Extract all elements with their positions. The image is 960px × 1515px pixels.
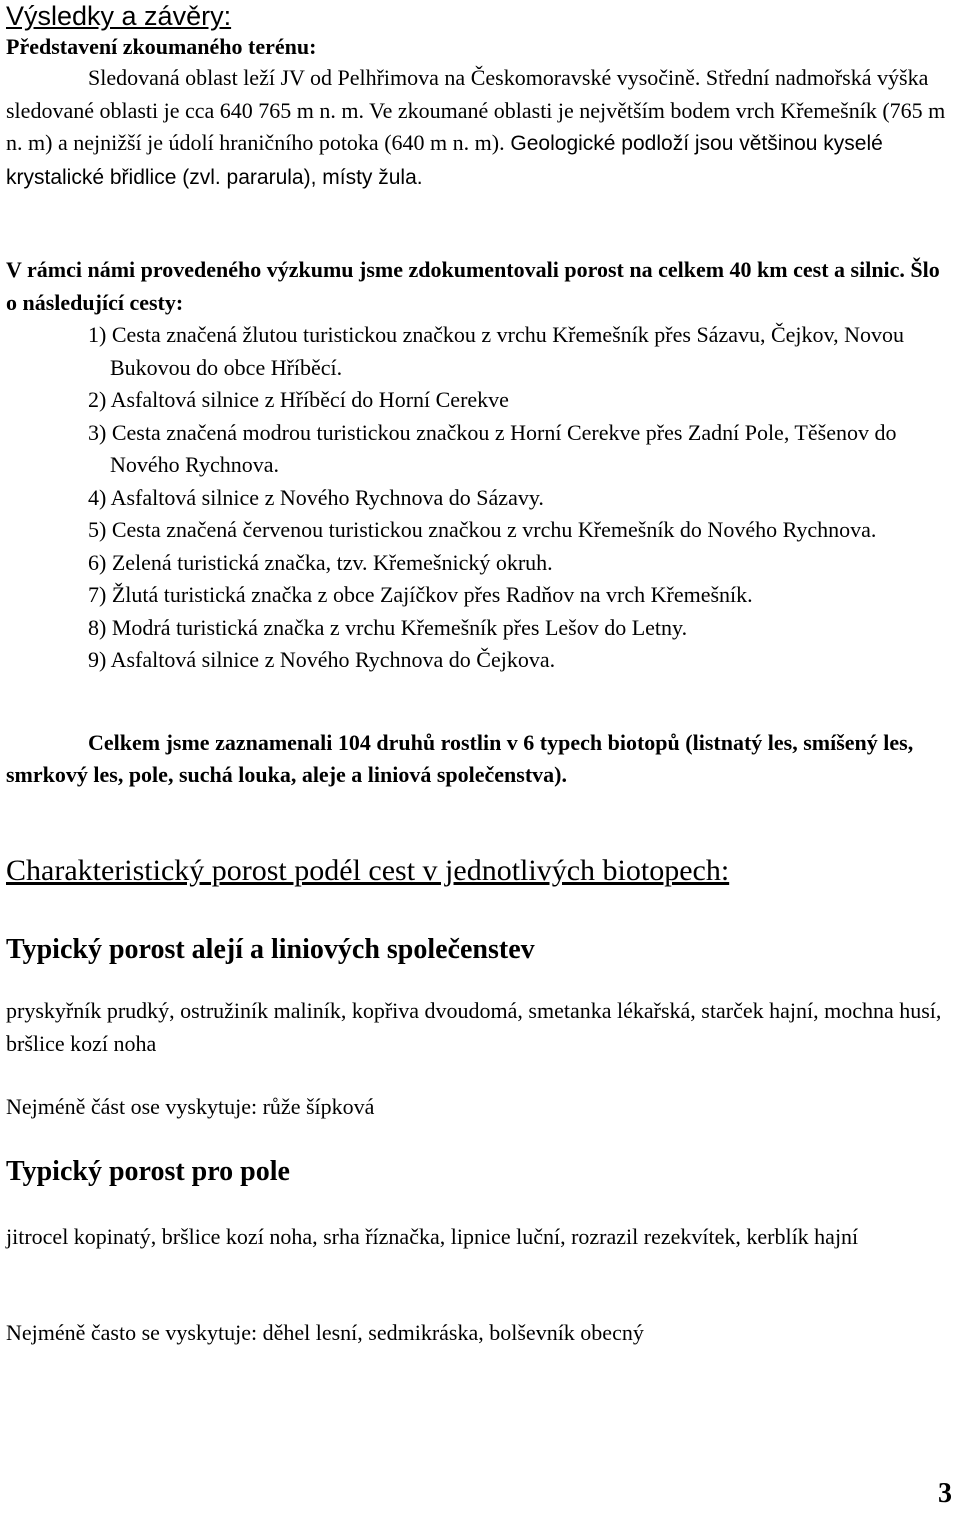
- biotope-aleje-title: Typický porost alejí a liniových společenstev: [6, 934, 535, 965]
- route-item: 5) Cesta značená červenou turistickou značkou z vrchu Křemešník do Nového Rychnova.: [88, 517, 877, 542]
- biotopes-heading: Charakteristický porost podél cest v jednotlivých biotopech:: [6, 854, 730, 887]
- research-intro: V rámci námi provedeného výzkumu jsme zdokumentovali porost na celkem 40 km cest a silnic. Šlo o následující cesty:: [6, 257, 940, 315]
- route-item: 2) Asfaltová silnice z Hříběcí do Horní Cerekve: [88, 387, 509, 412]
- biotope-pole-title: Typický porost pro pole: [6, 1156, 290, 1187]
- route-item: 3) Cesta značená modrou turistickou značkou z Horní Cerekve přes Zadní Pole, Těšenov do Nového Rychnova.: [88, 419, 897, 477]
- biotope-aleje-rare: Nejméně část ose vyskytuje: růže šípková: [6, 1094, 375, 1119]
- route-item: 9) Asfaltová silnice z Nového Rychnova do Čejkova.: [88, 647, 556, 672]
- summary-paragraph: Celkem jsme zaznamenali 104 druhů rostlin v 6 typech biotopů (listnatý les, smíšený les, smrkový les, pole, suchá louka, aleje a liniová společenstva).: [6, 730, 914, 787]
- route-item: 4) Asfaltová silnice z Nového Rychnova do Sázavy.: [88, 484, 544, 510]
- route-item: 8) Modrá turistická značka z vrchu Křemešník přes Lešov do Letny.: [88, 614, 688, 640]
- biotope-pole-rare: Nejméně často se vyskytuje: děhel lesní, sedmikráska, bolševník obecný: [6, 1320, 644, 1345]
- biotope-aleje-species: pryskyřník prudký, ostružiník maliník, kopřiva dvoudomá, smetanka lékařská, starček hajní, mochna husí, bršlice kozí noha: [6, 998, 942, 1056]
- route-item: 7) Žlutá turistická značka z obce Zajíčkov přes Radňov na vrch Křemešník.: [88, 582, 753, 607]
- routes-list: [6, 319, 954, 677]
- biotope-pole-species: jitrocel kopinatý, bršlice kozí noha, srha říznačka, lipnice luční, rozrazil rezekvítek, kerblík hajní: [6, 1224, 859, 1249]
- intro-text-1: Sledovaná oblast leží JV od Pelhřimova na Českomoravské vysočině. Střední nadmořská výška sledované oblasti je cca 640 765 m n. m.: [6, 65, 929, 123]
- terrain-intro-paragraph: [6, 62, 954, 194]
- route-item: 6) Zelená turistická značka, tzv. Křemešnický okruh.: [88, 549, 553, 575]
- page-number: 3: [938, 1478, 952, 1509]
- intro-text-2: Ve zkoumané oblasti je největším bodem vrch Křemešník (765 m n. m) a nejnižší je údolí hraničního potoka (640 m n. m).: [6, 97, 946, 155]
- results-heading: Výsledky a závěry:: [6, 1, 232, 31]
- route-item: 1) Cesta značená žlutou turistickou značkou z vrchu Křemešník přes Sázavu, Čejkov, Novou Bukovou do obce Hříběcí.: [88, 322, 904, 380]
- terrain-subheading: Představení zkoumaného terénu:: [6, 34, 317, 59]
- intro-text-3: Geologické podloží jsou většinou kyselé krystalické břidlice (zvl. pararula), místy žula.: [6, 132, 883, 189]
- research-paragraph: [6, 254, 954, 677]
